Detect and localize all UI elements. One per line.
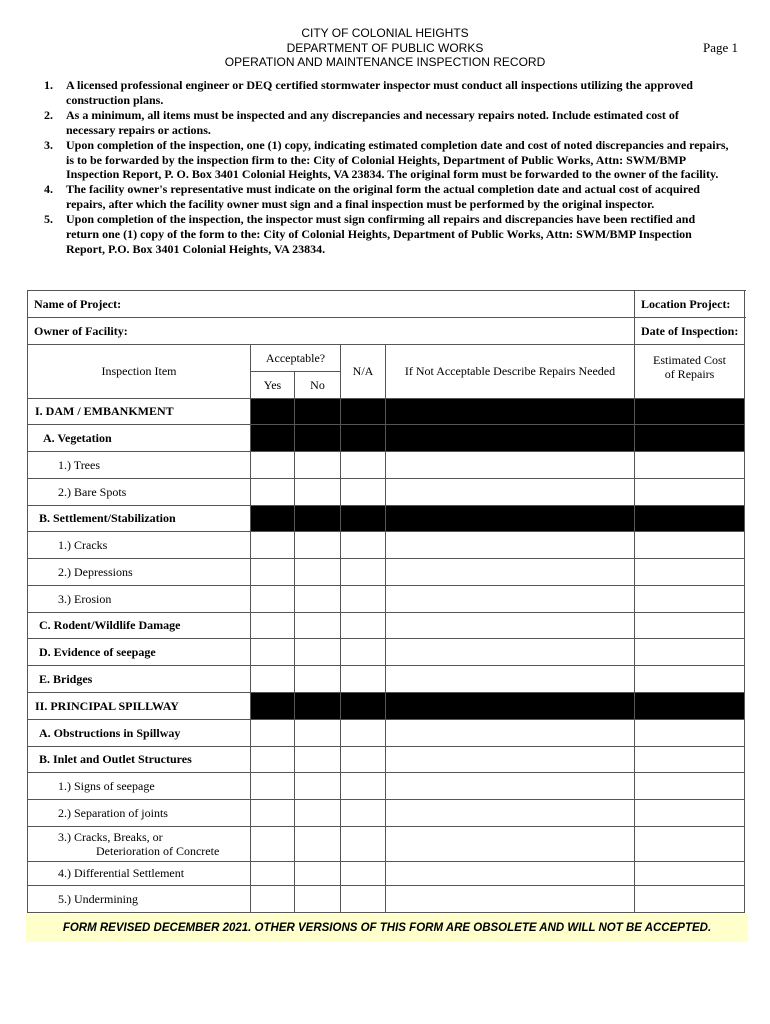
col-header-inspection-item: Inspection Item: [28, 345, 251, 399]
shaded-cell: [341, 425, 386, 452]
col-header-describe-repairs: If Not Acceptable Describe Repairs Needed: [386, 345, 635, 399]
repairs-cell[interactable]: [386, 800, 635, 827]
no-cell[interactable]: [295, 720, 341, 747]
cost-cell[interactable]: [635, 827, 745, 862]
repairs-cell[interactable]: [386, 559, 635, 586]
no-cell[interactable]: [295, 532, 341, 559]
cost-cell[interactable]: [635, 862, 745, 886]
instruction-item: [34, 78, 730, 108]
yes-cell[interactable]: [251, 532, 295, 559]
repairs-cell[interactable]: [386, 613, 635, 639]
no-cell[interactable]: [295, 586, 341, 613]
no-cell[interactable]: [295, 479, 341, 506]
name-of-project-label: Name of Project:: [34, 296, 122, 311]
instruction-number: 4.: [44, 182, 53, 197]
cost-header-line1: Estimated Cost: [653, 353, 727, 367]
repairs-cell[interactable]: [386, 586, 635, 613]
repairs-cell[interactable]: [386, 452, 635, 479]
cost-cell[interactable]: [635, 613, 745, 639]
instruction-text: A licensed professional engineer or DEQ certified stormwater inspector must conduct all inspections utilizing the approved construction plans.: [66, 78, 693, 107]
na-cell[interactable]: [341, 773, 386, 800]
instruction-number: 5.: [44, 212, 53, 227]
row-label-differential-settlement: 4.) Differential Settlement: [28, 862, 251, 886]
col-header-acceptable: Acceptable?: [251, 345, 341, 372]
row-label-settlement: B. Settlement/Stabilization: [28, 506, 251, 532]
row-label-bare-spots: 2.) Bare Spots: [28, 479, 251, 506]
yes-cell[interactable]: [251, 827, 295, 862]
repairs-cell[interactable]: [386, 886, 635, 913]
no-cell[interactable]: [295, 747, 341, 773]
cost-cell[interactable]: [635, 479, 745, 506]
row-label-depressions: 2.) Depressions: [28, 559, 251, 586]
shaded-cell: [386, 506, 635, 532]
no-cell[interactable]: [295, 452, 341, 479]
yes-cell[interactable]: [251, 586, 295, 613]
row-label-cracks: 1.) Cracks: [28, 532, 251, 559]
cost-cell[interactable]: [635, 452, 745, 479]
na-cell[interactable]: [341, 586, 386, 613]
location-project-field[interactable]: [635, 291, 745, 318]
col-header-estimated-cost: [635, 345, 745, 399]
shaded-cell: [635, 399, 745, 425]
na-cell[interactable]: [341, 613, 386, 639]
yes-cell[interactable]: [251, 639, 295, 666]
yes-cell[interactable]: [251, 886, 295, 913]
cracks-breaks-line2: Deterioration of Concrete: [96, 844, 220, 858]
col-header-no: No: [295, 372, 341, 399]
shaded-cell: [635, 425, 745, 452]
cost-cell[interactable]: [635, 639, 745, 666]
yes-cell[interactable]: [251, 452, 295, 479]
col-header-na: N/A: [341, 345, 386, 399]
shaded-cell: [386, 693, 635, 720]
header-city: CITY OF COLONIAL HEIGHTS: [301, 26, 469, 40]
no-cell[interactable]: [295, 800, 341, 827]
shaded-cell: [341, 506, 386, 532]
cost-cell[interactable]: [635, 559, 745, 586]
repairs-cell[interactable]: [386, 532, 635, 559]
repairs-cell[interactable]: [386, 827, 635, 862]
row-label-vegetation: A. Vegetation: [28, 425, 251, 452]
section-principal-spillway: II. PRINCIPAL SPILLWAY: [28, 693, 251, 720]
page-number: Page 1: [702, 40, 738, 55]
inspection-table: [27, 290, 745, 913]
row-label-separation-of-joints: 2.) Separation of joints: [28, 800, 251, 827]
yes-cell[interactable]: [251, 862, 295, 886]
cost-cell[interactable]: [635, 773, 745, 800]
na-cell[interactable]: [341, 862, 386, 886]
na-cell[interactable]: [341, 479, 386, 506]
yes-cell[interactable]: [251, 773, 295, 800]
na-cell[interactable]: [341, 532, 386, 559]
na-cell[interactable]: [341, 800, 386, 827]
no-cell[interactable]: [295, 639, 341, 666]
shaded-cell: [386, 425, 635, 452]
instruction-number: 1.: [44, 78, 53, 92]
shaded-cell: [251, 506, 295, 532]
instruction-text: As a minimum, all items must be inspected and any discrepancies and necessary repairs noted. Include estimated cost of necessary repairs or actions.: [66, 107, 679, 137]
header-form-title: OPERATION AND MAINTENANCE INSPECTION RECORD: [224, 55, 546, 69]
instruction-text: The facility owner's representative must indicate on the original form the actual completion date and actual cost of acquired repairs, after which the facility owner must sign and a final inspection must be performed by the original inspector.: [66, 182, 700, 212]
cost-cell[interactable]: [635, 747, 745, 773]
repairs-cell[interactable]: [386, 720, 635, 747]
shaded-cell: [251, 425, 295, 452]
instructions-list: [34, 78, 730, 257]
name-of-project-field[interactable]: [28, 291, 635, 318]
shaded-cell: [251, 693, 295, 720]
cost-cell[interactable]: [635, 886, 745, 913]
shaded-cell: [251, 399, 295, 425]
na-cell[interactable]: [341, 827, 386, 862]
no-cell[interactable]: [295, 613, 341, 639]
col-header-yes: Yes: [251, 372, 295, 399]
repairs-cell[interactable]: [386, 639, 635, 666]
na-cell[interactable]: [341, 886, 386, 913]
repairs-cell[interactable]: [386, 862, 635, 886]
form-revision-notice: FORM REVISED DECEMBER 2021. OTHER VERSIONS OF THIS FORM ARE OBSOLETE AND WILL NOT BE ACCEPTED.: [26, 914, 748, 942]
repairs-cell[interactable]: [386, 747, 635, 773]
na-cell[interactable]: [341, 639, 386, 666]
shaded-cell: [341, 693, 386, 720]
date-of-inspection-label: Date of Inspection:: [641, 323, 739, 338]
yes-cell[interactable]: [251, 800, 295, 827]
yes-cell[interactable]: [251, 559, 295, 586]
instruction-number: 2.: [44, 107, 53, 122]
cost-cell[interactable]: [635, 586, 745, 613]
header-department: DEPARTMENT OF PUBLIC WORKS: [286, 40, 484, 55]
row-label-rodent-damage: C. Rodent/Wildlife Damage: [28, 613, 251, 639]
shaded-cell: [295, 425, 341, 452]
cost-cell[interactable]: [635, 666, 745, 693]
row-label-cracks-breaks: [28, 827, 251, 862]
instruction-text: Upon completion of the inspection, one (1) copy, indicating estimated completion date and cost of noted discrepancies and repairs, is to be forwarded by the inspection firm to the: City of Colonial Heights, Department of Public Works, Attn: SWM/BMP Inspection Report, P. O. Box 3401 Colonial Heights, VA 23834. The original form must be forwarded to the owner of the facility.: [66, 137, 729, 182]
cost-cell[interactable]: [635, 720, 745, 747]
shaded-cell: [295, 399, 341, 425]
repairs-cell[interactable]: [386, 773, 635, 800]
no-cell[interactable]: [295, 827, 341, 862]
row-label-trees: 1.) Trees: [28, 452, 251, 479]
no-cell[interactable]: [295, 666, 341, 693]
date-of-inspection-field[interactable]: [635, 318, 745, 345]
yes-cell[interactable]: [251, 479, 295, 506]
shaded-cell: [295, 506, 341, 532]
shaded-cell: [635, 506, 745, 532]
shaded-cell: [341, 399, 386, 425]
row-label-bridges: E. Bridges: [28, 666, 251, 693]
section-dam-embankment: I. DAM / EMBANKMENT: [28, 399, 251, 425]
na-cell[interactable]: [341, 720, 386, 747]
yes-cell[interactable]: [251, 666, 295, 693]
form-header: [0, 26, 770, 70]
no-cell[interactable]: [295, 862, 341, 886]
cost-cell[interactable]: [635, 532, 745, 559]
owner-of-facility-field[interactable]: [28, 318, 635, 345]
repairs-cell[interactable]: [386, 479, 635, 506]
no-cell[interactable]: [295, 559, 341, 586]
yes-cell[interactable]: [251, 720, 295, 747]
yes-cell[interactable]: [251, 613, 295, 639]
instruction-item: [34, 108, 730, 138]
na-cell[interactable]: [341, 452, 386, 479]
instruction-item: [34, 138, 730, 183]
row-label-undermining: 5.) Undermining: [28, 886, 251, 913]
row-label-erosion: 3.) Erosion: [28, 586, 251, 613]
no-cell[interactable]: [295, 773, 341, 800]
row-label-inlet-outlet: B. Inlet and Outlet Structures: [28, 747, 251, 773]
na-cell[interactable]: [341, 747, 386, 773]
shaded-cell: [386, 399, 635, 425]
row-label-signs-of-seepage: 1.) Signs of seepage: [28, 773, 251, 800]
instruction-item: [34, 212, 730, 257]
cost-header-line2: of Repairs: [664, 367, 715, 381]
yes-cell[interactable]: [251, 747, 295, 773]
location-project-label: Location Project:: [641, 296, 731, 311]
no-cell[interactable]: [295, 886, 341, 913]
row-label-evidence-of-seepage: D. Evidence of seepage: [28, 639, 251, 666]
instruction-item: [34, 182, 730, 212]
instruction-text: Upon completion of the inspection, the inspector must sign confirming all repairs and discrepancies have been rectified and return one (1) copy of the form to the: City of Colonial Heights, Department of Public Works, Attn: SWM/BMP Inspection Report, P.O. Box 3401 Colonial Heights, VA 23834.: [66, 212, 696, 256]
row-label-obstructions: A. Obstructions in Spillway: [28, 720, 251, 747]
shaded-cell: [635, 693, 745, 720]
na-cell[interactable]: [341, 666, 386, 693]
cost-cell[interactable]: [635, 800, 745, 827]
cracks-breaks-line1: 3.) Cracks, Breaks, or: [58, 830, 163, 844]
shaded-cell: [295, 693, 341, 720]
instruction-number: 3.: [44, 137, 53, 152]
na-cell[interactable]: [341, 559, 386, 586]
repairs-cell[interactable]: [386, 666, 635, 693]
owner-of-facility-label: Owner of Facility:: [34, 323, 128, 338]
